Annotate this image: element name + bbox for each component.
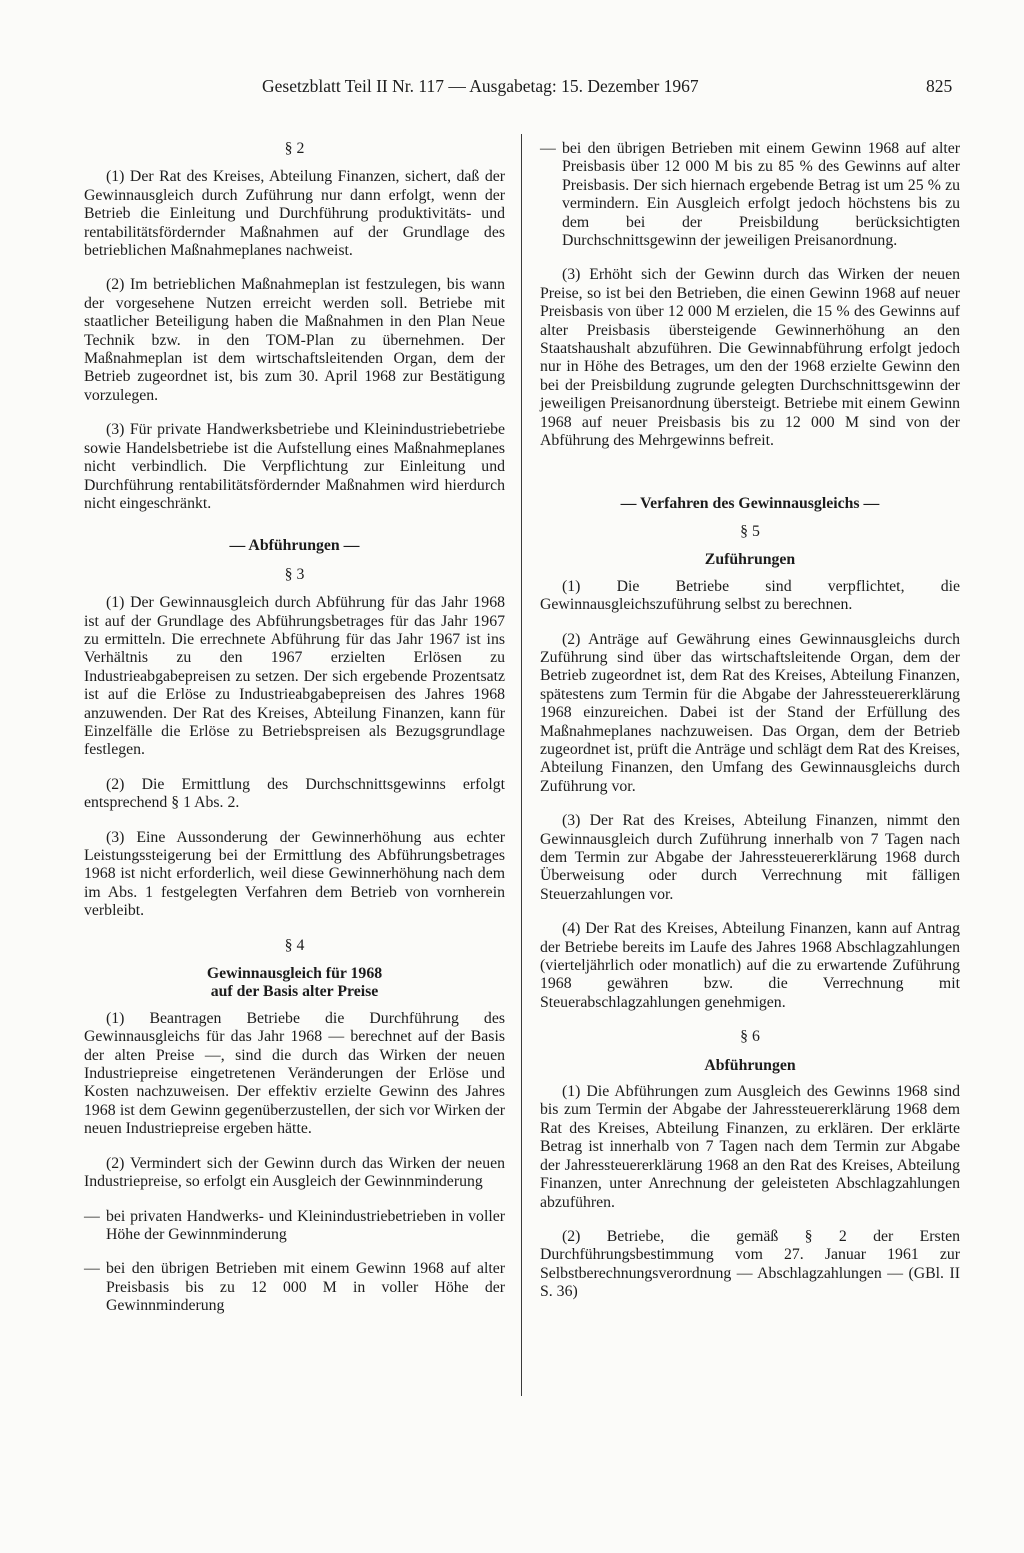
section-5-paragraph-2: (2) Anträge auf Gewährung eines Gewinnausgleichs durch Zuführung sind über das wirtschaftsleitende Organ, dem der Betrieb zugeordnet ist, dem Rat des Kreises, Abteilung Finanzen, spätestens zum Termin für die Abgabe der Jahressteuererklärung 1968 einzureichen. Dabei ist der Stand der Erfüllung des Maßnahmeplanes nachzuweisen. Das Organ, dem der Betrieb zugeordnet ist, prüft die Anträge und schlägt dem Rat des Kreises, Abteilung Finanzen, den Umfang des Gewinnausgleichs durch Zuführung vor. bbox=[540, 630, 960, 795]
section-2-paragraph-3: (3) Für private Handwerksbetriebe und Kleinindustriebetriebe sowie Handelsbetriebe ist die Aufstellung eines Maßnahmeplanes nicht verbindlich. Die Verpflichtung zur Einleitung und Durchführung rentabilitätsfördernder Maßnahmen wird hierdurch nicht eingeschränkt. bbox=[84, 421, 505, 512]
section-5-heading: Zuführungen bbox=[704, 551, 796, 569]
section-4-paragraph-3: (3) Erhöht sich der Gewinn durch das Wirken der neuen Preise, so ist bei den Betrieben, die einen Gewinn 1968 auf neuer Preisbasis von über 12 000 M erzielen, die 15 % des Gewinns auf alter Preisbasis übersteigende Gewinnerhöhung an den Staatshaushalt abzuführen. Die Gewinnabführung erfolgt jedoch nur in Höhe des Betrages, um den der 1968 erzielte Gewinn den bei der Preisbildung zugrunde gelegten Durchschnittsgewinn der jeweiligen Preisanordnung übersteigt. Betriebe mit einem Gewinn 1968 auf neuer Preisbasis bis zu 12 000 M sind von der Abführung des Mehrgewinns befreit. bbox=[540, 266, 960, 450]
column-divider bbox=[521, 134, 522, 1396]
section-3-paragraph-2: (2) Die Ermittlung des Durchschnittsgewinns erfolgt entsprechend § 1 Abs. 2. bbox=[84, 775, 505, 812]
abfuehrungen-heading: — Abführungen — bbox=[229, 537, 360, 555]
list-dash: — bbox=[540, 140, 556, 157]
section-4-title: § 4 bbox=[284, 936, 305, 954]
verfahren-heading: — Verfahren des Gewinnausgleichs — bbox=[620, 494, 880, 512]
list-dash: — bbox=[84, 1260, 100, 1278]
section-2-paragraph-1: (1) Der Rat des Kreises, Abteilung Finanzen, sichert, daß der Gewinnausgleich durch Zuführung nur dann erfolgt, wenn der Betrieb die Einleitung und Durchführung produktivitäts- und rentabilitätsfördernder Maßnahmen auf der Grundlage des betrieblichen Maßnahmeplanes nachweist. bbox=[84, 168, 505, 260]
section-3-paragraph-1: (1) Der Gewinnausgleich durch Abführung für das Jahr 1968 ist auf der Grundlage des Abführungsbetrages für das Jahr 1967 zu ermitteln. Die errechnete Abführung für das Jahr 1967 ist ins Verhältnis zu den 1967 erzielten Erlösen zu Industrieabgabepreisen zu setzen. Der sich ergebende Prozentsatz ist auf die Erlöse zu Industrieabgabepreisen des Jahres 1968 anzuwenden. Der Rat des Kreises, Abteilung Finanzen, kann für Einzelfälle die Erlöse zu Betriebspreisen als Bezugsgrundlage festlegen. bbox=[84, 594, 505, 759]
list-dash: — bbox=[84, 1207, 100, 1225]
section-6-heading: Abführungen bbox=[704, 1056, 796, 1074]
section-6-paragraph-2: (2) Betriebe, die gemäß § 2 der Ersten Durchführungsbestimmung vom 27. Januar 1961 zur Selbstberechnungsverordnung — Abschlagzahlungen — (GBl. II S. 36) bbox=[540, 1227, 960, 1301]
section-5-paragraph-4: (4) Der Rat des Kreises, Abteilung Finanzen, kann auf Antrag der Betriebe bereits im Laufe des Jahres 1968 Abschlagzahlungen (vierteljährlich oder monatlich) auf die zu erwartende Zuführung 1968 gewähren bzw. die Verrechnung mit Steuerabschlagzahlungen genehmigen. bbox=[540, 920, 960, 1011]
list-item-text: bei privaten Handwerks- und Kleinindustriebetrieben in voller Höhe der Gewinnminderung bbox=[106, 1207, 505, 1243]
left-column bbox=[84, 140, 505, 1332]
section-2-title: § 2 bbox=[284, 140, 305, 157]
section-2-paragraph-2: (2) Im betrieblichen Maßnahmeplan ist festzulegen, bis wann der vorgesehene Nutzen erreicht werden soll. Betriebe mit staatlicher Beteiligung haben die Maßnahmen in den Plan Neue Technik bzw. in den TOM-Plan zu übernehmen. Der Maßnahmeplan ist dem wirtschaftsleitenden Organ, dem der Betrieb zugeordnet ist, bis zum 30. April 1968 zur Bestätigung vorzulegen. bbox=[84, 276, 505, 404]
section-6-title: § 6 bbox=[740, 1028, 760, 1046]
section-3-paragraph-3: (3) Eine Aussonderung der Gewinnerhöhung aus echter Leistungssteigerung bei der Ermittlung des Abführungsbetrages 1968 ist nicht erforderlich, weil diese Gewinnerhöhung nach dem im Abs. 1 festgelegten Verfahren dem Betrieb von vornherein verbleibt. bbox=[84, 828, 505, 920]
section-3-title: § 3 bbox=[284, 565, 305, 583]
section-5-title: § 5 bbox=[740, 522, 760, 540]
section-4-paragraph-1: (1) Beantragen Betriebe die Durchführung des Gewinnausgleichs für das Jahr 1968 — berechnet auf der Basis der alten Preise —, sind die durch das Wirken der neuen Industriepreise eingetretenen Veränderungen der Erlöse und Kosten nachzuweisen. Der effektiv erzielte Gewinn des Jahres 1968 ist dem Gewinn gegenüberzustellen, der sich vor Wirken der neuen Industriepreise ergeben hätte. bbox=[84, 1009, 505, 1138]
section-5-paragraph-1: (1) Die Betriebe sind verpflichtet, die Gewinnausgleichszuführung selbst zu berechnen. bbox=[540, 577, 960, 614]
list-item-text: bei den übrigen Betrieben mit einem Gewinn 1968 auf alter Preisbasis über 12 000 M bis zu 85 % des Gewinns auf alter Preisbasis. Der sich hiernach ergebende Betrag ist um 25 % zu vermindern. Ein Ausgleich erfolgt jedoch höchstens bis zu dem bei der Preisbildung berücksichtigten Durchschnittsgewinn der jeweiligen Preisanordnung. bbox=[562, 140, 960, 250]
list-item bbox=[84, 1260, 505, 1315]
list-item-text: bei den übrigen Betrieben mit einem Gewinn 1968 auf alter Preisbasis bis zu 12 000 M in voller Höhe der Gewinnminderung bbox=[106, 1260, 505, 1315]
section-5-paragraph-3: (3) Der Rat des Kreises, Abteilung Finanzen, nimmt den Gewinnausgleich durch Zuführung innerhalb von 7 Tagen nach dem Termin zur Abgabe der Jahressteuererklärung 1968 durch Überweisung oder durch Verrechnung mit fälligen Steuerzahlungen vor. bbox=[540, 812, 960, 903]
right-column bbox=[540, 140, 960, 1318]
section-6-paragraph-1: (1) Die Abführungen zum Ausgleich des Gewinns 1968 sind bis zum Termin der Abgabe der Jahressteuererklärung 1968 dem Rat des Kreises, Abteilung Finanzen, zu erklären. Der erklärte Betrag ist innerhalb von 7 Tagen nach dem Termin zur Abgabe der Jahressteuererklärung 1968 an den Rat des Kreises, Abteilung Finanzen, unter Anrechnung der geleisteten Abschlagzahlungen abzuführen. bbox=[540, 1083, 960, 1211]
list-item bbox=[540, 140, 960, 250]
section-4-paragraph-2: (2) Vermindert sich der Gewinn durch das Wirken der neuen Industriepreise, so erfolgt ein Ausgleich der Gewinnminderung bbox=[84, 1154, 505, 1191]
section-4-heading-line-2: auf der Basis alter Preise bbox=[210, 983, 379, 1001]
section-4-heading-line-1: Gewinnausgleich für 1968 bbox=[206, 965, 383, 983]
page-header: Gesetzblatt Teil II Nr. 117 — Ausgabetag: 15. Dezember 1967 bbox=[262, 76, 699, 96]
list-item bbox=[84, 1208, 505, 1245]
page-number: 825 bbox=[926, 76, 953, 96]
